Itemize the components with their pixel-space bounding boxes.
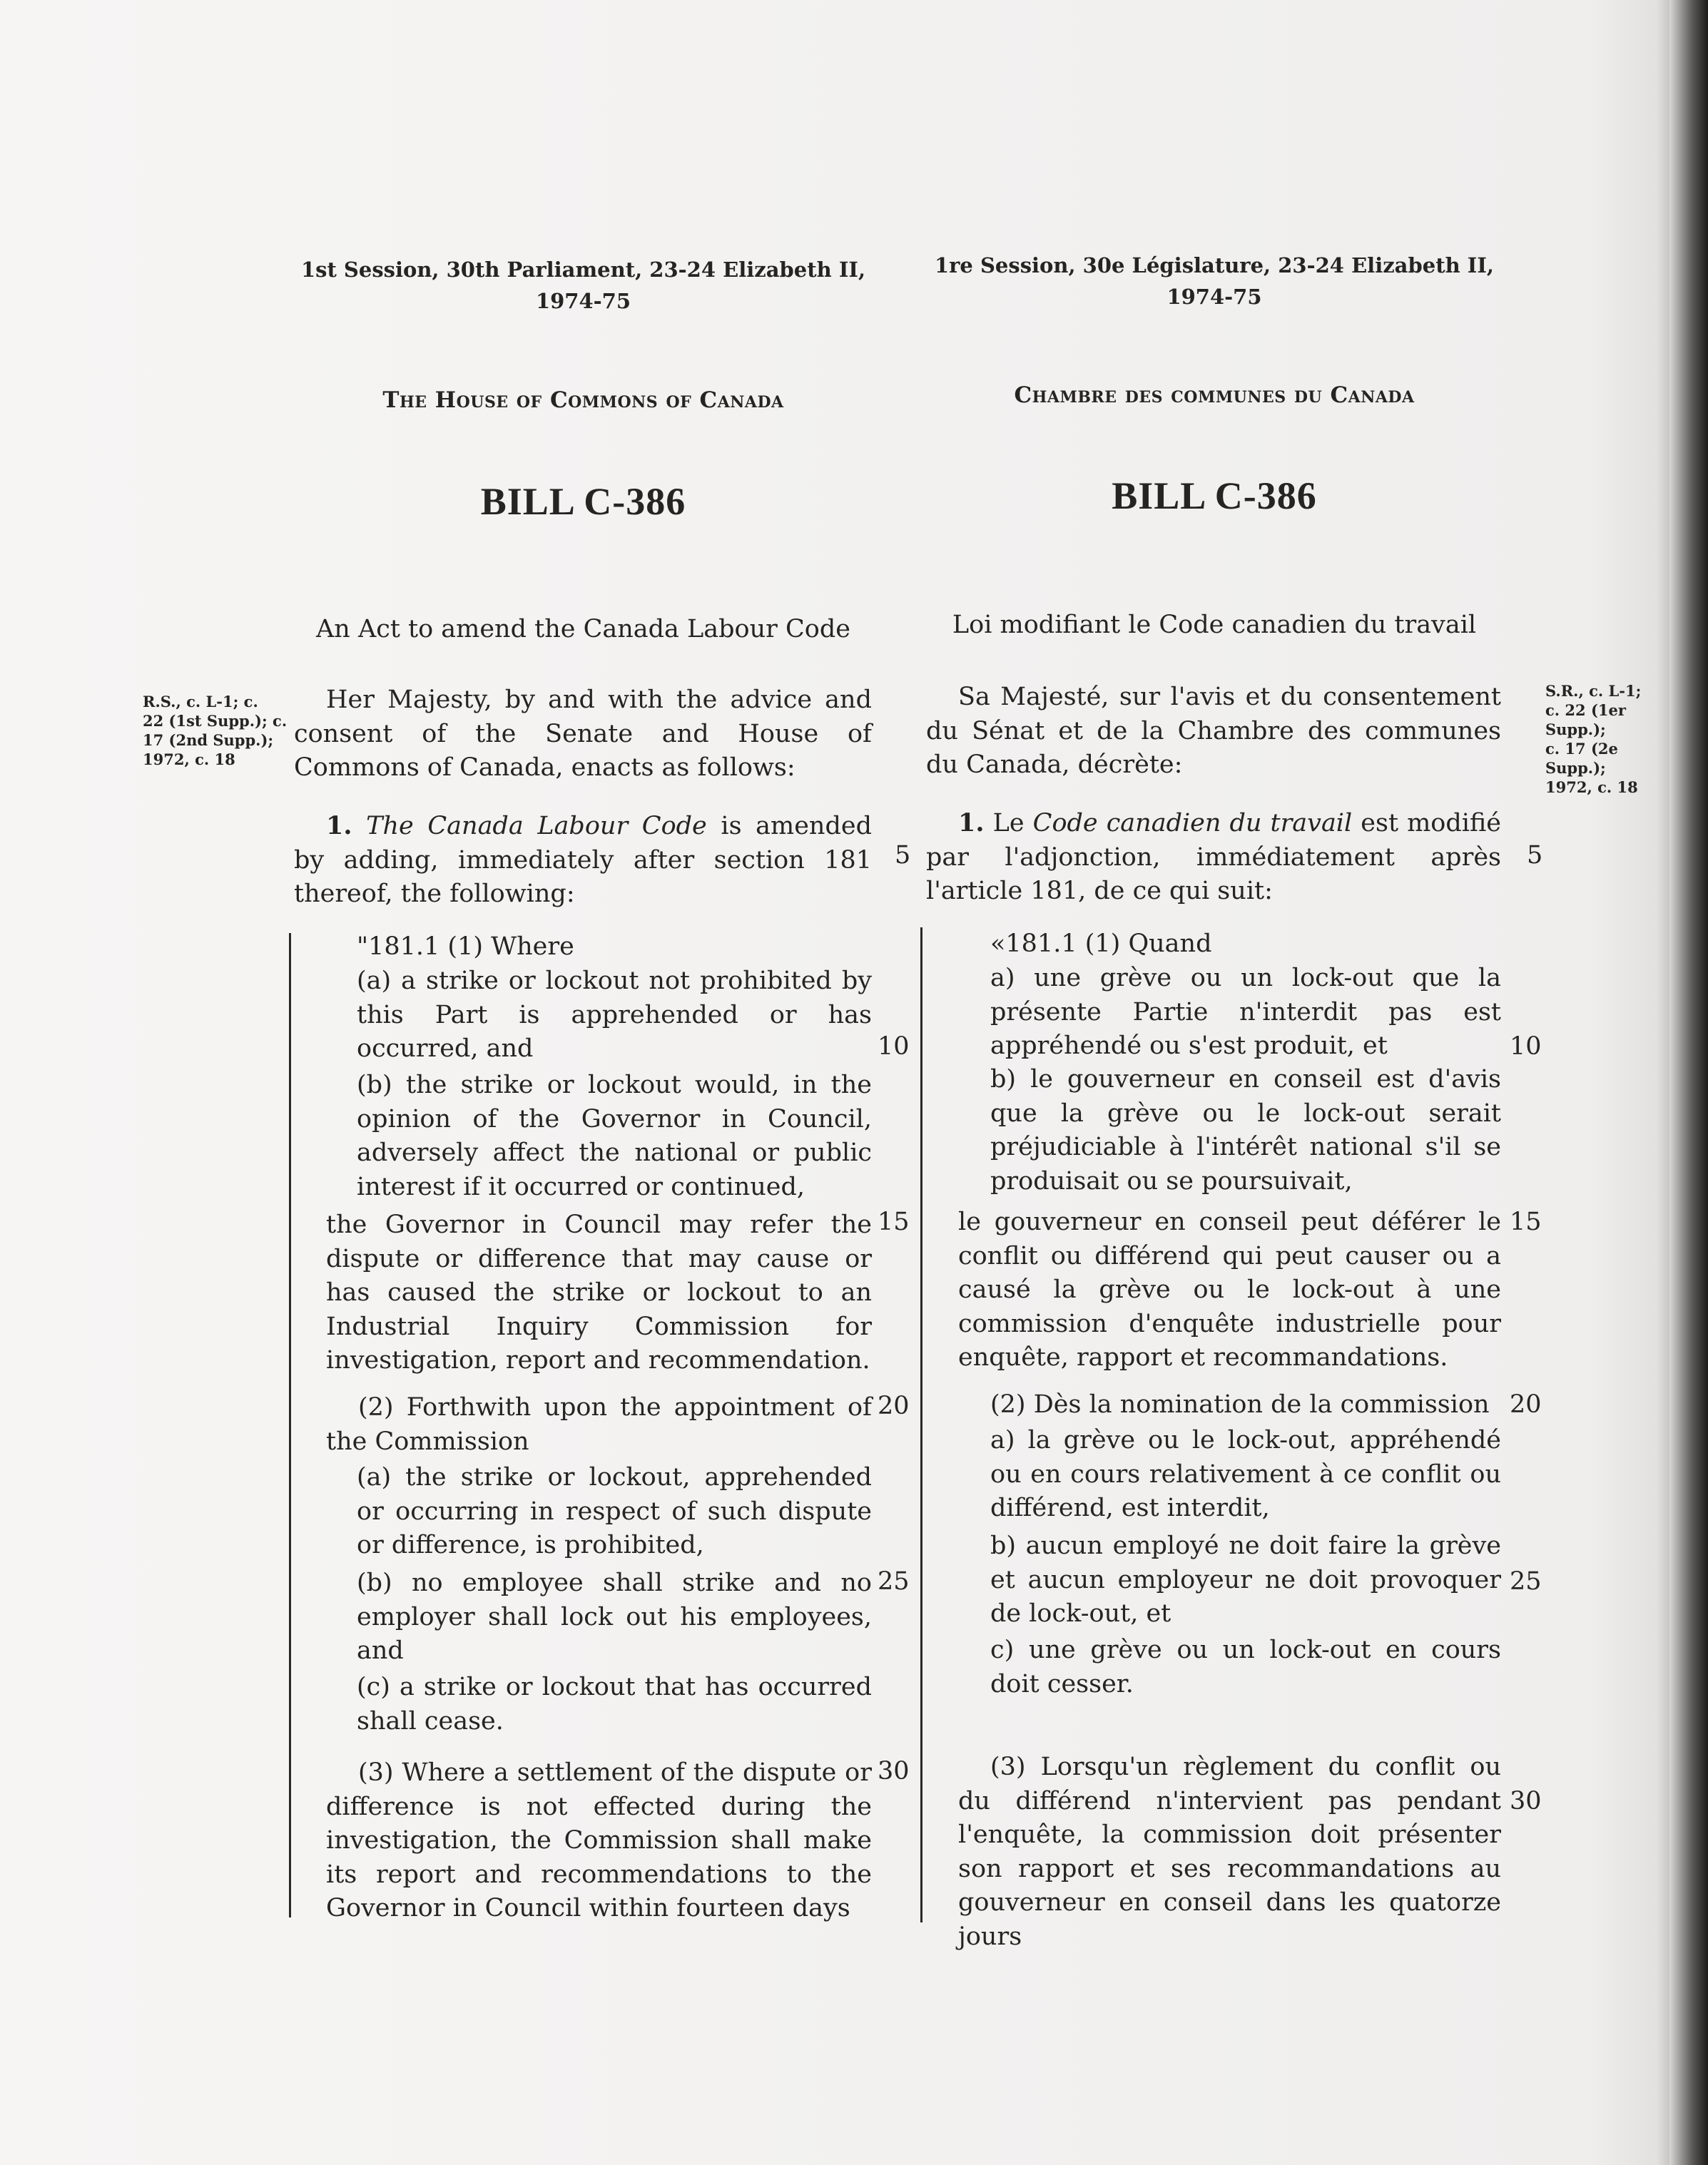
french-line-number: 15 [1510,1208,1542,1236]
english-para-c2: (c) a strike or lockout that has occurred shall cease. [357,1673,872,1736]
english-house-heading: The House of Commons of Canada [382,387,784,413]
french-line-number: 30 [1510,1787,1542,1815]
book-spine-shadow [1669,0,1708,2165]
english-para-b2: (b) no employee shall strike and no employer shall lock out his employees, and [357,1569,872,1665]
french-session-years: 1974-75 [1166,285,1262,309]
english-section-1 [294,809,872,912]
english-enacting-clause: Her Majesty, by and with the advice and consent of the Senate and House of Commons of Canada, enacts as follows: [294,686,872,782]
french-enacting-clause: Sa Majesté, sur l'avis et du consentement du Sénat et de la Chambre des communes du Canada, décrète: [926,683,1501,779]
french-section-number: 1. [958,808,985,837]
english-sidenote [143,692,296,769]
french-sidenote-line: S.R., c. L-1; [1545,682,1642,700]
french-house-heading: Chambre des communes du Canada [1014,382,1415,408]
french-para-b1: b) le gouverneur en conseil est d'avis que la grève ou le lock-out serait préjudiciable à l'intérêt national s'il se produisait ou se poursuivait, [990,1065,1501,1196]
english-para-a2: (a) the strike or lockout, apprehended or occurring in respect of such dispute or difference, is prohibited, [357,1463,872,1559]
french-act-name: Code canadien du travail [1032,809,1353,837]
english-section-number: 1. [326,811,352,840]
english-bill-number: BILL C-386 [480,480,686,523]
english-act-name: The Canada Labour Code [366,812,707,840]
english-line-number: 25 [878,1567,910,1596]
english-quotation-rule [289,933,291,1917]
english-line-number: 20 [878,1392,910,1420]
english-para-b1: (b) the strike or lockout would, in the opinion of the Governor in Council, adversely affect the national or public interest if it occurred or continued, [357,1071,872,1201]
english-line-number: 5 [895,841,911,870]
english-para-a1: (a) a strike or lockout not prohibited by this Part is apprehended or has occurred, and [357,967,872,1063]
english-long-title: An Act to amend the Canada Labour Code [316,615,850,643]
french-para-a2: a) la grève ou le lock-out, appréhendé ou en cours relativement à ce conflit ou différend, est interdit, [990,1426,1501,1522]
french-section-1-text: est modifié par l'adjonction, immédiatement après l'article 181, de ce qui suit: [926,809,1501,905]
english-sidenote-line: 1972, c. 18 [143,750,235,768]
english-governor-clause: the Governor in Council may refer the dispute or difference that may cause or has caused the strike or lockout to an Industrial Inquiry Commission for investigation, report and recommendation. [326,1211,872,1375]
french-line-number: 20 [1510,1390,1542,1419]
french-para-c2: c) une grève ou un lock-out en cours doit cesser. [990,1636,1501,1698]
english-line-number: 30 [878,1757,910,1786]
french-para-b2: b) aucun employé ne doit faire la grève et aucun employeur ne doit provoquer de lock-out, et [990,1532,1501,1628]
french-sidenote-line: c. 17 (2e Supp.); [1545,740,1618,777]
english-line-number: 10 [878,1032,910,1061]
french-article-word: Le [992,809,1025,837]
french-subsection-2: (2) Dès la nomination de la commission [990,1390,1490,1419]
french-sidenote-line: c. 22 (1er Supp.); [1545,701,1626,738]
english-session-line: 1st Session, 30th Parliament, 23-24 Elizabeth II, [300,258,866,282]
french-governor-clause: le gouverneur en conseil peut déférer le conflit ou différend qui peut causer ou a causé la grève ou le lock-out à une commission d'enquête industrielle pour enquête, rapport et recommandations. [958,1208,1501,1372]
french-sidenote [1545,681,1674,797]
english-line-number: 15 [878,1208,910,1236]
english-subsection-3: (3) Where a settlement of the dispute or difference is not effected during the investigation, the Commission shall make its report and recommendations to the Governor in Council within fourteen days [326,1758,872,1922]
french-sidenote-line: 1972, c. 18 [1545,778,1638,796]
french-181-1-heading: «181.1 (1) Quand [990,929,1212,958]
french-bill-number: BILL C-386 [1112,474,1317,517]
french-line-number: 5 [1527,841,1543,870]
french-session-line: 1re Session, 30e Législature, 23-24 Elizabeth II, [934,253,1495,277]
english-sidenote-line: 22 (1st Supp.); c. [143,712,288,730]
english-181-1-heading: "181.1 (1) Where [357,932,574,961]
english-session [285,254,881,317]
english-section-1-text: is amended by adding, immediately after section 181 thereof, the following: [294,812,872,908]
english-sidenote-line: 17 (2nd Supp.); [143,731,274,749]
english-session-years: 1974-75 [535,289,631,313]
french-long-title: Loi modifiant le Code canadien du travail [952,611,1477,639]
french-section-1 [926,806,1501,909]
french-line-number: 10 [1510,1032,1542,1061]
french-para-a1: a) une grève ou un lock-out que la présente Partie n'interdit pas est appréhendé ou s'est produit, et [990,964,1501,1060]
french-quotation-rule [920,927,922,1922]
french-line-number: 25 [1510,1567,1542,1596]
english-sidenote-line: R.S., c. L-1; c. [143,693,258,710]
french-session [915,250,1514,312]
english-subsection-2: (2) Forthwith upon the appointment of the Commission [326,1393,872,1456]
french-subsection-3: (3) Lorsqu'un règlement du conflit ou du différend n'intervient pas pendant l'enquête, la commission doit présenter son rapport et ses recommandations au gouverneur en conseil dans les quatorze jours [958,1753,1501,1951]
